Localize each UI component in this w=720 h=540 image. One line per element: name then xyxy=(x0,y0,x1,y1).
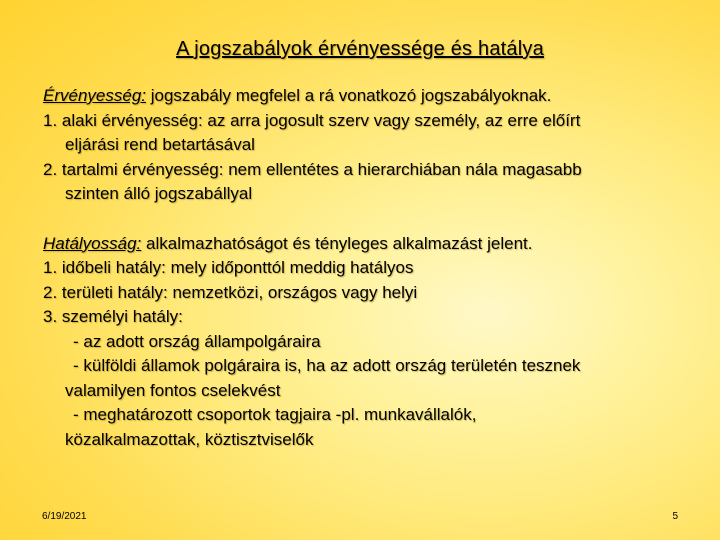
scope-item-3: 3. személyi hatály: xyxy=(43,307,183,326)
scope-subitem-2: - külföldi államok polgáraira is, ha az adott ország területén tesznek xyxy=(73,356,581,375)
scope-item-1: 1. időbeli hatály: mely időponttól meddig hatályos xyxy=(43,258,414,277)
scope-term: Hatályosság: xyxy=(43,233,142,253)
scope-subitem-1: - az adott ország állampolgáraira xyxy=(73,331,321,351)
scope-subitem-3: - meghatározott csoportok tagjaira -pl. munkavállalók, xyxy=(73,405,477,424)
validity-item-1: 1. alaki érvényesség: az arra jogosult szerv vagy személy, az erre előírt xyxy=(43,110,581,130)
slide-title: A jogszabályok érvényessége és hatálya xyxy=(176,38,544,60)
validity-definition xyxy=(43,84,693,109)
validity-item-2-continued: szinten álló jogszabállyal xyxy=(65,184,253,203)
scope-item-2: 2. területi hatály: nemzetközi, országos vagy helyi xyxy=(43,282,418,302)
scope-definition xyxy=(43,232,693,257)
scope-subitem-2-continued: valamilyen fontos cselekvést xyxy=(65,380,281,400)
footer-date: 6/19/2021 xyxy=(42,511,87,522)
validity-definition-text: jogszabály megfelel a rá vonatkozó jogszabályoknak. xyxy=(146,86,552,105)
validity-term: Érvényesség: xyxy=(43,86,146,105)
validity-item-2: 2. tartalmi érvényesség: nem ellentétes a hierarchiában nála magasabb xyxy=(43,159,582,179)
scope-subitem-3-continued: közalkalmazottak, köztisztviselők xyxy=(65,429,314,449)
slide-content xyxy=(43,84,693,452)
validity-item-1-continued: eljárási rend betartásával xyxy=(65,135,255,154)
page-number: 5 xyxy=(672,511,678,522)
scope-definition-text: alkalmazhatóságot és tényleges alkalmazást jelent. xyxy=(141,233,533,253)
